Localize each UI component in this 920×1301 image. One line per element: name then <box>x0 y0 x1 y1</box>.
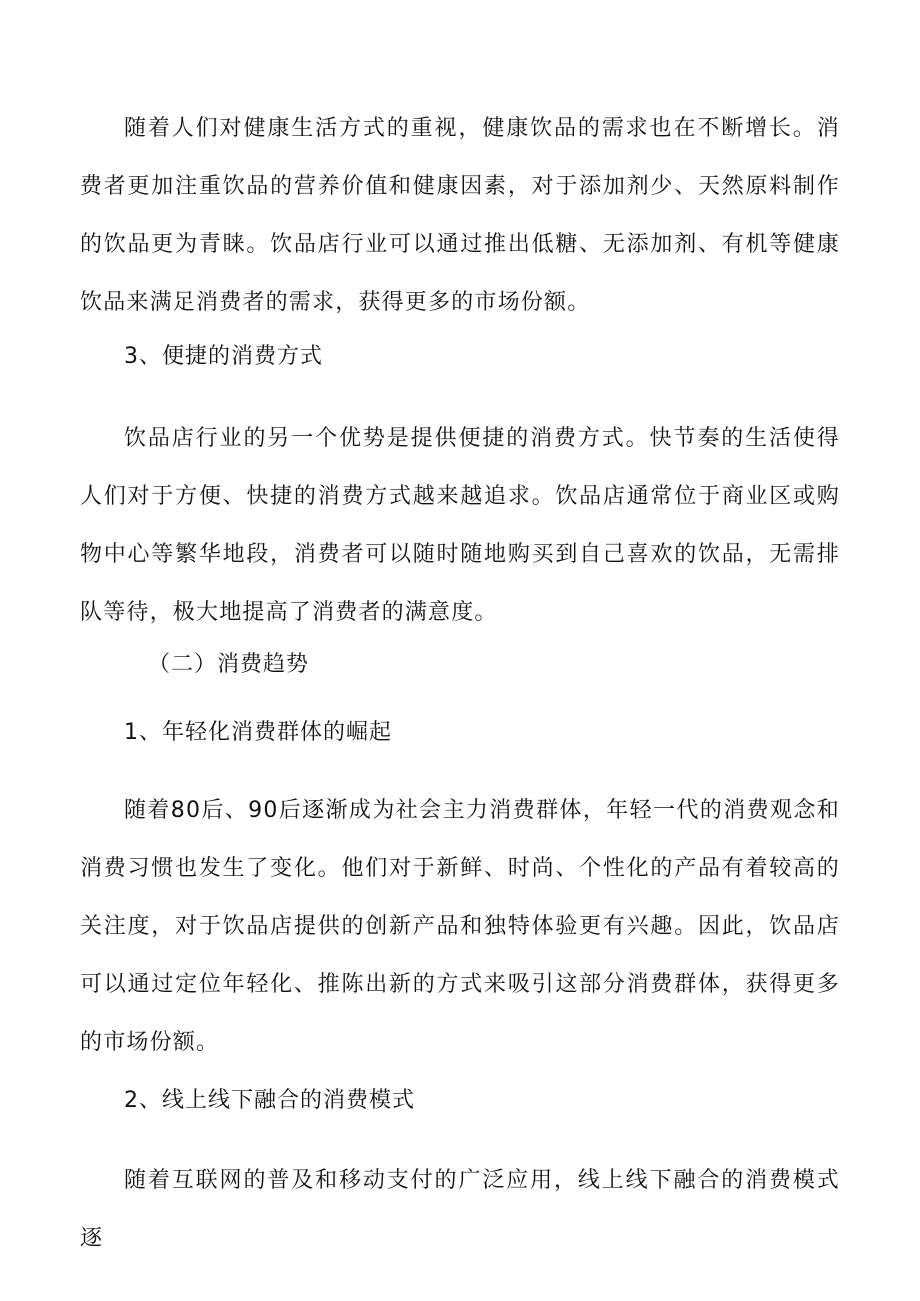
heading-online-offline: 2、线上线下融合的消费模式 <box>124 1088 415 1113</box>
section-heading-consumption-trend: （二）消费趋势 <box>148 652 310 677</box>
heading-young-consumers: 1、年轻化消费群体的崛起 <box>124 720 392 745</box>
paragraph-convenient-consumption: 饮品店行业的另一个优势是提供便捷的消费方式。快节奏的生活使得人们对于方便、快捷的消费方式越来越追求。饮品店通常位于商业区或购物中心等繁华地段，消费者可以随时随地购买到自己喜欢的饮品，无需排队等待，极大地提高了消费者的满意度。 <box>80 426 840 625</box>
paragraph-online-offline: 随着互联网的普及和移动支付的广泛应用，线上线下融合的消费模式逐 <box>80 1168 840 1251</box>
paragraph-healthy-drinks: 随着人们对健康生活方式的重视，健康饮品的需求也在不断增长。消费者更加注重饮品的营养价值和健康因素，对于添加剂少、天然原料制作的饮品更为青睐。饮品店行业可以通过推出低糖、无添加剂、有机等健康饮品来满足消费者的需求，获得更多的市场份额。 <box>80 116 840 315</box>
heading-convenient-consumption: 3、便捷的消费方式 <box>124 344 323 369</box>
paragraph-young-consumers: 随着80后、90后逐渐成为社会主力消费群体，年轻一代的消费观念和消费习惯也发生了变化。他们对于新鲜、时尚、个性化的产品有着较高的关注度，对于饮品店提供的创新产品和独特体验更有兴趣。因此，饮品店可以通过定位年轻化、推陈出新的方式来吸引这部分消费群体，获得更多的市场份额。 <box>80 798 840 1055</box>
